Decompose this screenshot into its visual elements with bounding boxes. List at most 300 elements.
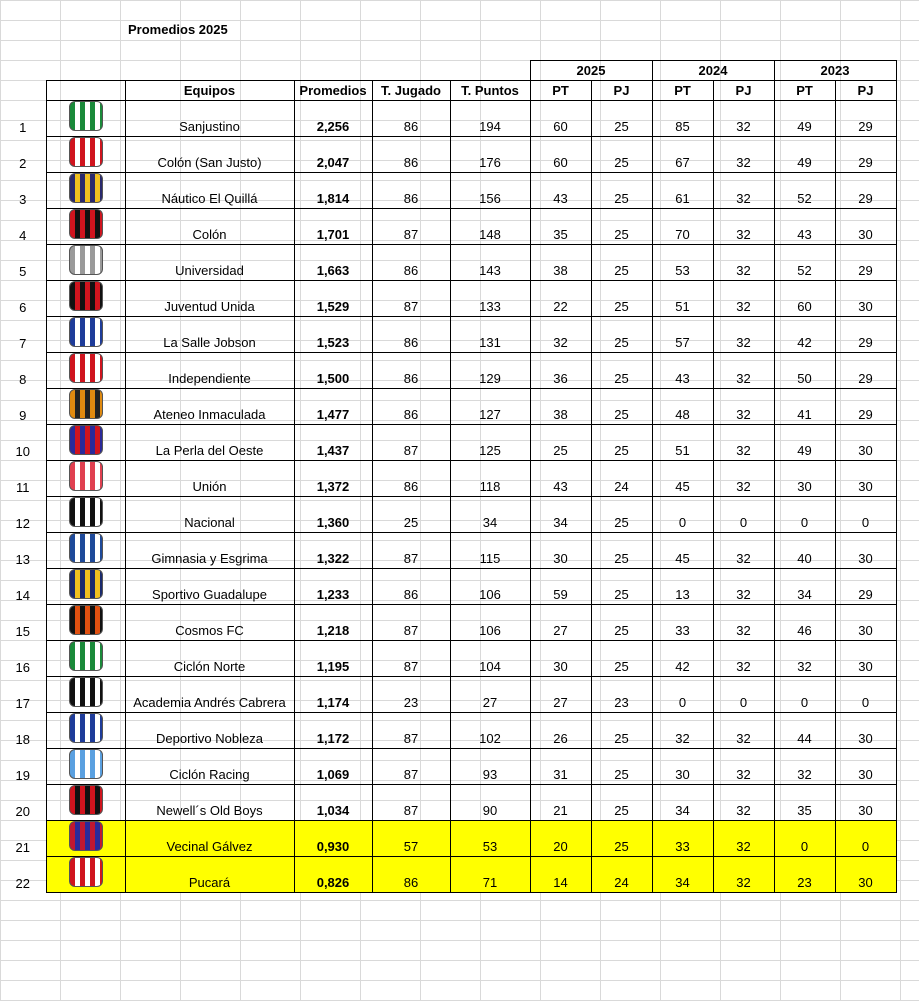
pj-2023-value: 29 [835,569,896,605]
pt-2024-value: 53 [652,245,713,281]
pj-2025-value: 25 [591,641,652,677]
team-name: Ateneo Inmaculada [125,389,294,425]
pj-2024-value: 32 [713,857,774,893]
row-number: 15 [15,623,30,639]
row-number: 4 [19,227,27,243]
pt-2025-value: 21 [530,785,591,821]
pj-2024-value: 32 [713,101,774,137]
t-puntos-value: 125 [450,425,530,461]
t-jugado-value: 87 [372,425,450,461]
pt-2023-value: 46 [774,605,835,641]
pt-2023-value: 35 [774,785,835,821]
pj-2025-value: 25 [591,713,652,749]
column-header-row [0,81,896,101]
pj-2024-value: 32 [713,821,774,857]
team-logo [46,353,125,389]
t-jugado-value: 87 [372,641,450,677]
promedio-value: 1,069 [294,749,372,785]
promedio-value: 1,523 [294,317,372,353]
pj-2024-value: 32 [713,569,774,605]
pj-2025-value: 25 [591,389,652,425]
pt-2023-value: 49 [774,137,835,173]
row-number: 11 [16,479,30,495]
promedio-value: 1,477 [294,389,372,425]
juventud-unida-crest-icon [69,281,103,311]
pt-2025-value: 38 [530,245,591,281]
promedio-value: 0,930 [294,821,372,857]
pj-2024-value: 32 [713,209,774,245]
pj-2025-value: 25 [591,101,652,137]
pj-2024-value: 32 [713,389,774,425]
pt-2025-value: 38 [530,389,591,425]
sanjustino-crest-icon [69,101,103,131]
ciclon-racing-crest-icon [69,749,103,779]
pt-2025-value: 26 [530,713,591,749]
sheet-title: Promedios 2025 [128,22,228,37]
pt-2025-value: 30 [530,533,591,569]
pj-2025-value: 25 [591,821,652,857]
team-name: Independiente [125,353,294,389]
vecinal-galvez-crest-icon [69,821,103,851]
pucara-crest-icon [69,857,103,887]
pt-2023-value: 42 [774,317,835,353]
table-row [0,137,896,173]
pt-2024-value: 0 [652,677,713,713]
pj-2023-value: 29 [835,245,896,281]
row-number: 12 [15,515,30,531]
t-puntos-value: 127 [450,389,530,425]
union-crest-icon [69,461,103,491]
pj-2023-value: 29 [835,137,896,173]
row-number: 14 [15,587,30,603]
t-jugado-value: 87 [372,209,450,245]
pt-2025-value: 27 [530,605,591,641]
team-name: Academia Andrés Cabrera [125,677,294,713]
t-puntos-value: 27 [450,677,530,713]
pj-2023-value: 30 [835,857,896,893]
pj-2025-value: 25 [591,317,652,353]
row-number: 16 [15,659,30,675]
team-logo [46,533,125,569]
pj-2025-value: 25 [591,785,652,821]
promedio-value: 1,814 [294,173,372,209]
pj-2025-value: 23 [591,677,652,713]
pj-2023-value: 30 [835,785,896,821]
t-puntos-value: 131 [450,317,530,353]
table-row [0,785,896,821]
year-header-row [0,61,896,81]
pt-2025-value: 35 [530,209,591,245]
t-jugado-value: 86 [372,857,450,893]
promedio-value: 2,256 [294,101,372,137]
team-name: Newell´s Old Boys [125,785,294,821]
pj-2025-value: 25 [591,569,652,605]
pj-2025-value: 25 [591,209,652,245]
pt-2024-value: 51 [652,281,713,317]
pj-2024-value: 32 [713,317,774,353]
row-number: 1 [19,119,27,135]
promedio-value: 1,529 [294,281,372,317]
pj-2023-value: 30 [835,713,896,749]
t-jugado-value: 86 [372,569,450,605]
ateneo-crest-icon [69,389,103,419]
pt-2024-value: 67 [652,137,713,173]
promedio-value: 1,195 [294,641,372,677]
newells-crest-icon [69,785,103,815]
promedio-value: 1,034 [294,785,372,821]
pj-2025-value: 25 [591,137,652,173]
pt-2024-value: 34 [652,857,713,893]
pt-2023-header: PT [774,81,835,101]
t-jugado-value: 87 [372,749,450,785]
t-puntos-value: 102 [450,713,530,749]
row-number: 3 [19,191,27,207]
row-number: 10 [15,443,30,459]
pt-2023-value: 41 [774,389,835,425]
pt-2024-value: 45 [652,533,713,569]
row-number: 2 [19,155,27,171]
pt-2024-value: 32 [652,713,713,749]
pj-2025-value: 25 [591,425,652,461]
pt-2023-value: 32 [774,641,835,677]
team-name: Náutico El Quillá [125,173,294,209]
team-name: Nacional [125,497,294,533]
pj-2023-value: 30 [835,425,896,461]
t-puntos-value: 143 [450,245,530,281]
pt-2025-value: 20 [530,821,591,857]
team-name: La Perla del Oeste [125,425,294,461]
pj-2023-value: 29 [835,317,896,353]
colon-san-justo-crest-icon [69,137,103,167]
pt-2025-value: 25 [530,425,591,461]
team-logo [46,677,125,713]
team-name: Pucará [125,857,294,893]
row-number: 5 [19,263,27,279]
pt-2024-value: 57 [652,317,713,353]
pj-2024-value: 32 [713,353,774,389]
gimnasia-crest-icon [69,533,103,563]
row-number: 21 [15,839,30,855]
table-row [0,821,896,857]
t-puntos-value: 115 [450,533,530,569]
table-row [0,173,896,209]
t-jugado-value: 86 [372,353,450,389]
team-logo [46,821,125,857]
pt-2025-value: 27 [530,677,591,713]
pj-2025-value: 24 [591,857,652,893]
nacional-crest-icon [69,497,103,527]
pj-2025-header: PJ [591,81,652,101]
pj-2023-value: 29 [835,101,896,137]
pj-2025-value: 25 [591,281,652,317]
table-row [0,605,896,641]
t-jugado-value: 87 [372,281,450,317]
row-number: 22 [15,875,30,891]
team-name: Juventud Unida [125,281,294,317]
la-perla-crest-icon [69,425,103,455]
promedio-value: 1,701 [294,209,372,245]
pt-2023-value: 0 [774,497,835,533]
team-name: Gimnasia y Esgrima [125,533,294,569]
team-name: Universidad [125,245,294,281]
t-jugado-value: 86 [372,245,450,281]
team-name: La Salle Jobson [125,317,294,353]
standings-table [0,60,897,893]
nobleza-crest-icon [69,713,103,743]
pt-2025-value: 31 [530,749,591,785]
promedio-value: 1,172 [294,713,372,749]
t-jugado-value: 23 [372,677,450,713]
table-row [0,533,896,569]
pj-2024-value: 32 [713,605,774,641]
pj-2023-value: 0 [835,497,896,533]
t-puntos-value: 90 [450,785,530,821]
pt-2024-value: 70 [652,209,713,245]
team-logo [46,461,125,497]
pj-2024-value: 0 [713,497,774,533]
promedio-value: 1,360 [294,497,372,533]
pj-2023-value: 30 [835,533,896,569]
pj-2023-value: 29 [835,173,896,209]
team-logo [46,173,125,209]
pj-2024-value: 32 [713,461,774,497]
team-logo [46,749,125,785]
team-name: Ciclón Norte [125,641,294,677]
t-puntos-value: 53 [450,821,530,857]
pt-2025-header: PT [530,81,591,101]
promedio-value: 1,233 [294,569,372,605]
pt-2023-value: 52 [774,245,835,281]
table-row [0,857,896,893]
team-logo [46,857,125,893]
t-jugado-value: 87 [372,713,450,749]
row-number: 6 [19,299,27,315]
la-salle-crest-icon [69,317,103,347]
row-number: 8 [19,371,27,387]
independiente-crest-icon [69,353,103,383]
team-name: Unión [125,461,294,497]
table-row [0,713,896,749]
pj-2024-value: 32 [713,137,774,173]
team-name: Vecinal Gálvez [125,821,294,857]
table-row [0,569,896,605]
pt-2023-value: 52 [774,173,835,209]
t-puntos-value: 93 [450,749,530,785]
table-row [0,353,896,389]
t-jugado-value: 87 [372,785,450,821]
pt-2024-value: 85 [652,101,713,137]
pt-2025-value: 43 [530,461,591,497]
equipos-header: Equipos [125,81,294,101]
pt-2023-value: 0 [774,821,835,857]
pt-2025-value: 59 [530,569,591,605]
guadalupe-crest-icon [69,569,103,599]
pj-2024-value: 32 [713,245,774,281]
pj-2024-value: 32 [713,749,774,785]
t-puntos-value: 176 [450,137,530,173]
pt-2023-value: 43 [774,209,835,245]
table-row [0,749,896,785]
pt-2023-value: 23 [774,857,835,893]
t-puntos-value: 106 [450,569,530,605]
t-puntos-value: 104 [450,641,530,677]
t-puntos-value: 194 [450,101,530,137]
promedio-value: 1,500 [294,353,372,389]
team-name: Ciclón Racing [125,749,294,785]
t-jugado-value: 87 [372,533,450,569]
t-puntos-value: 106 [450,605,530,641]
pj-2023-value: 30 [835,605,896,641]
pt-2025-value: 22 [530,281,591,317]
team-name: Colón [125,209,294,245]
pt-2024-value: 0 [652,497,713,533]
team-logo [46,785,125,821]
pt-2023-value: 44 [774,713,835,749]
table-row [0,677,896,713]
pj-2024-value: 32 [713,281,774,317]
table-row [0,497,896,533]
team-logo [46,389,125,425]
t-puntos-value: 34 [450,497,530,533]
row-number: 18 [15,731,30,747]
pj-2024-value: 32 [713,173,774,209]
promedios-header: Promedios [294,81,372,101]
pj-2023-value: 0 [835,821,896,857]
row-number: 9 [19,407,27,423]
t-jugado-value: 86 [372,389,450,425]
pt-2024-value: 51 [652,425,713,461]
pj-2024-value: 32 [713,713,774,749]
row-number: 13 [15,551,30,567]
promedio-value: 0,826 [294,857,372,893]
pj-2024-header: PJ [713,81,774,101]
universidad-crest-icon [69,245,103,275]
pj-2025-value: 25 [591,749,652,785]
pj-2025-value: 25 [591,605,652,641]
pt-2024-value: 48 [652,389,713,425]
table-row [0,317,896,353]
pj-2025-value: 25 [591,245,652,281]
pt-2024-value: 13 [652,569,713,605]
team-logo [46,641,125,677]
pt-2024-value: 42 [652,641,713,677]
pt-2024-value: 61 [652,173,713,209]
row-number: 19 [15,767,30,783]
row-number: 20 [15,803,30,819]
pt-2023-value: 50 [774,353,835,389]
ciclon-norte-crest-icon [69,641,103,671]
table-row [0,641,896,677]
pj-2025-value: 25 [591,173,652,209]
team-logo [46,713,125,749]
t-jugado-value: 87 [372,605,450,641]
pt-2024-value: 45 [652,461,713,497]
pj-2024-value: 32 [713,533,774,569]
team-logo [46,101,125,137]
year-2023-header: 2023 [774,61,896,81]
team-logo [46,137,125,173]
pj-2024-value: 32 [713,641,774,677]
pt-2025-value: 14 [530,857,591,893]
table-row [0,281,896,317]
pt-2025-value: 60 [530,137,591,173]
pj-2025-value: 25 [591,353,652,389]
t-jugado-value: 86 [372,317,450,353]
pt-2025-value: 36 [530,353,591,389]
t-jugado-value: 86 [372,173,450,209]
pt-2025-value: 34 [530,497,591,533]
row-number: 17 [15,695,30,711]
team-logo [46,605,125,641]
pt-2025-value: 30 [530,641,591,677]
t-jugado-header: T. Jugado [372,81,450,101]
pt-2025-value: 43 [530,173,591,209]
t-puntos-header: T. Puntos [450,81,530,101]
pt-2025-value: 60 [530,101,591,137]
pj-2023-value: 30 [835,461,896,497]
nautico-crest-icon [69,173,103,203]
pt-2024-value: 33 [652,821,713,857]
pj-2024-value: 32 [713,785,774,821]
team-logo [46,425,125,461]
pt-2024-value: 33 [652,605,713,641]
team-logo [46,245,125,281]
pt-2023-value: 34 [774,569,835,605]
pt-2023-value: 49 [774,425,835,461]
team-name: Colón (San Justo) [125,137,294,173]
team-name: Sanjustino [125,101,294,137]
team-logo [46,497,125,533]
cosmos-crest-icon [69,605,103,635]
pt-2024-header: PT [652,81,713,101]
promedio-value: 1,437 [294,425,372,461]
table-row [0,245,896,281]
pt-2023-value: 0 [774,677,835,713]
promedio-value: 1,218 [294,605,372,641]
team-logo [46,281,125,317]
pj-2023-value: 29 [835,389,896,425]
promedio-value: 1,322 [294,533,372,569]
team-name: Cosmos FC [125,605,294,641]
pj-2024-value: 0 [713,677,774,713]
pj-2023-value: 30 [835,749,896,785]
team-logo [46,209,125,245]
t-jugado-value: 86 [372,461,450,497]
promedio-value: 1,372 [294,461,372,497]
academia-crest-icon [69,677,103,707]
promedio-value: 2,047 [294,137,372,173]
t-puntos-value: 118 [450,461,530,497]
t-jugado-value: 57 [372,821,450,857]
pj-2023-header: PJ [835,81,896,101]
team-logo [46,317,125,353]
team-logo [46,569,125,605]
pj-2023-value: 30 [835,641,896,677]
pt-2023-value: 49 [774,101,835,137]
t-jugado-value: 25 [372,497,450,533]
pt-2023-value: 40 [774,533,835,569]
t-puntos-value: 71 [450,857,530,893]
pt-2024-value: 34 [652,785,713,821]
pj-2025-value: 25 [591,497,652,533]
team-name: Sportivo Guadalupe [125,569,294,605]
promedio-value: 1,663 [294,245,372,281]
pj-2025-value: 25 [591,533,652,569]
year-2025-header: 2025 [530,61,652,81]
pt-2023-value: 32 [774,749,835,785]
t-puntos-value: 133 [450,281,530,317]
t-jugado-value: 86 [372,137,450,173]
